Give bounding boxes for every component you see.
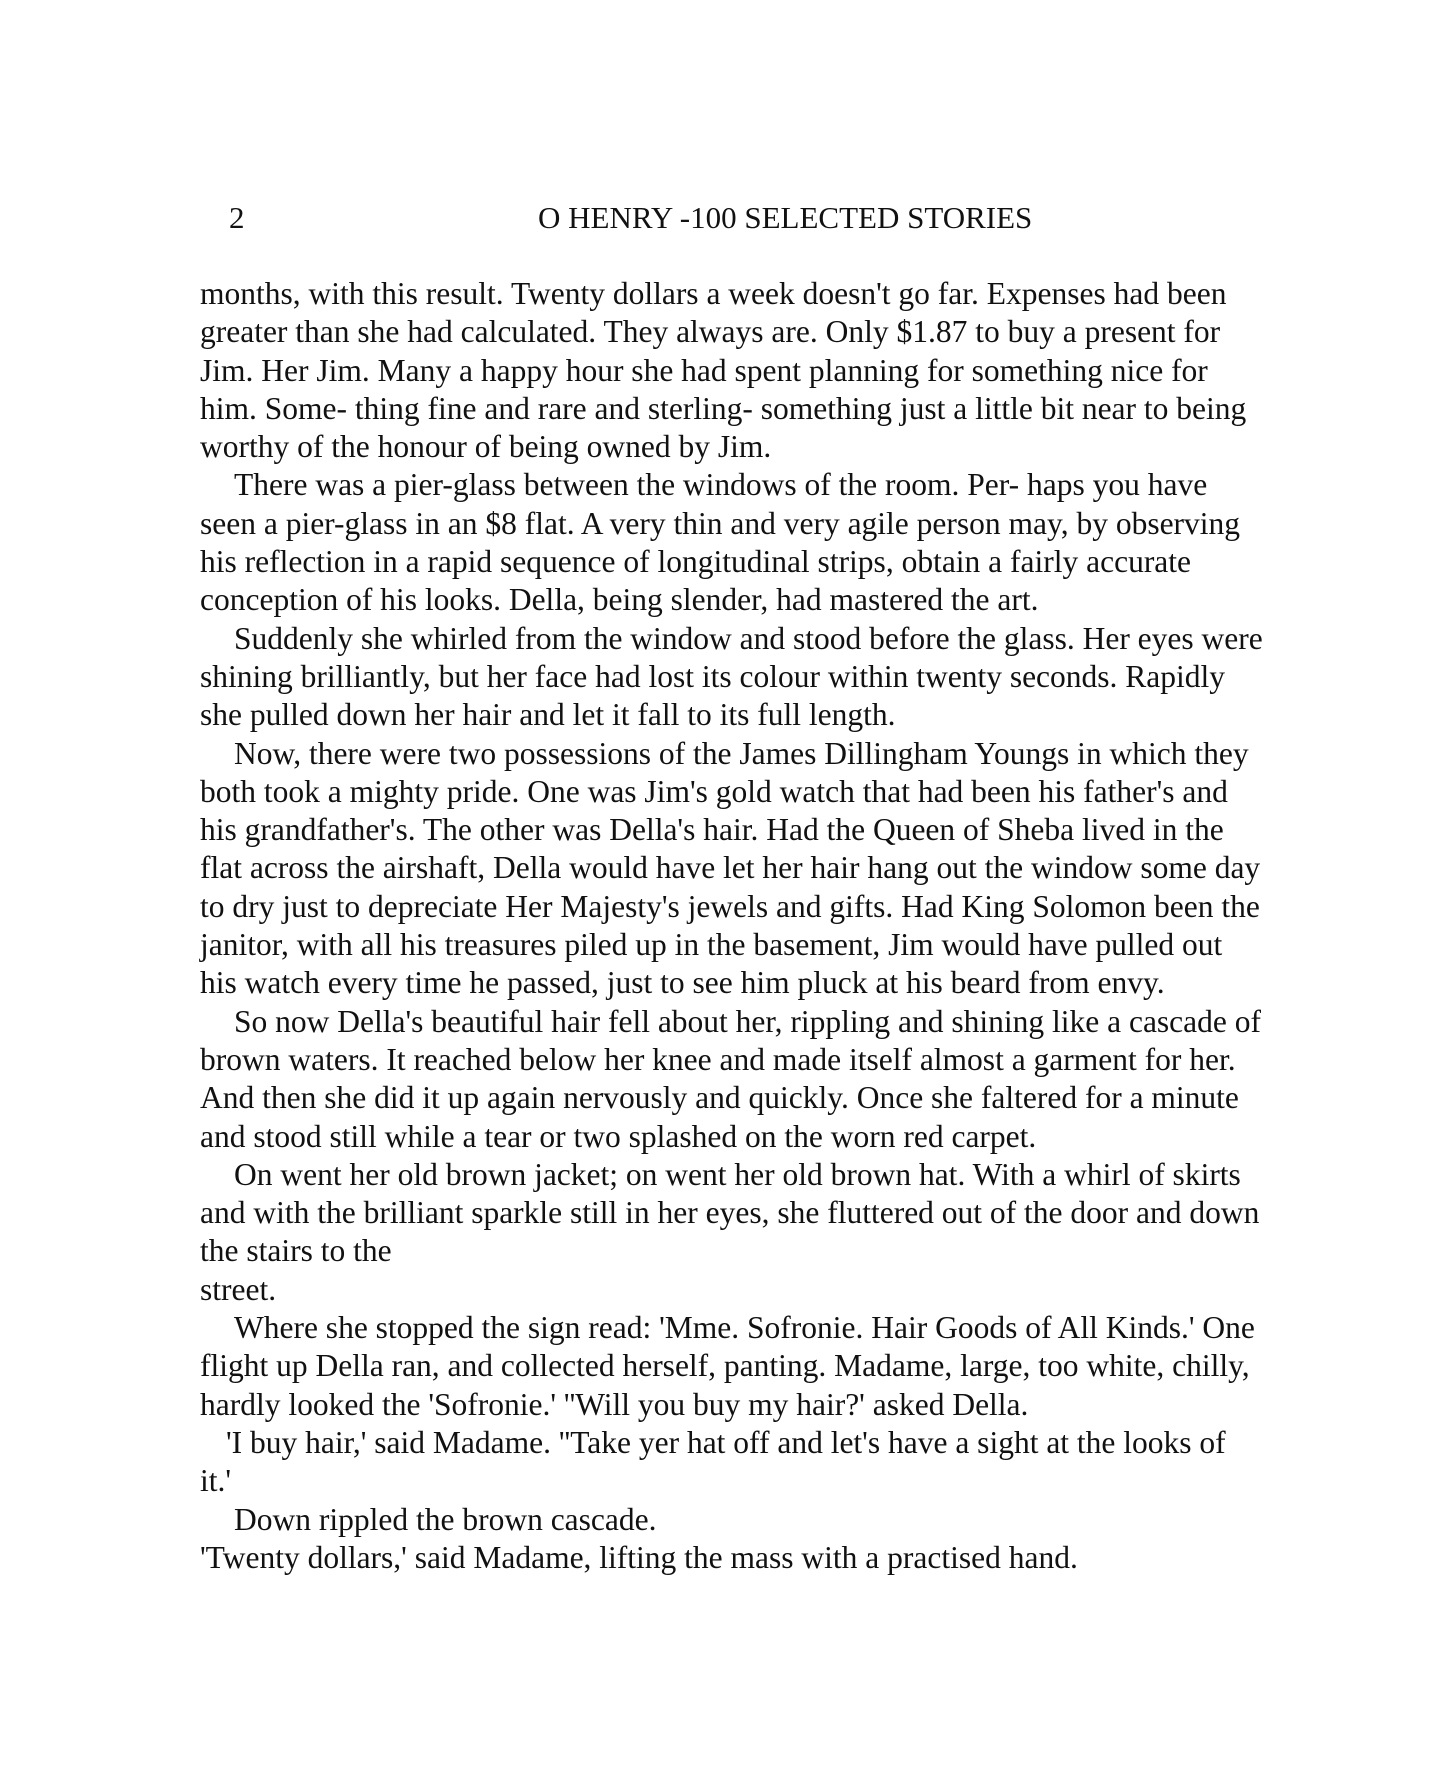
text-line: flight up Della ran, and collected herself, panting. Madame, large, too white, chilly, [200,1348,1250,1384]
text-line: conception of his looks. Della, being slender, had mastered the art. [200,582,1039,618]
running-title: O HENRY -100 SELECTED STORIES [538,200,1033,235]
text-line: seen a pier-glass in an $8 flat. A very thin and very agile person may, by observing [200,505,1241,541]
story-text [200,275,1325,1577]
text-line: 'I buy hair,' said Madame. ''Take yer hat off and let's have a sight at the looks of [226,1424,1226,1460]
text-line: street. [200,1271,277,1307]
text-line: his reflection in a rapid sequence of longitudinal strips, obtain a fairly accurate [200,544,1192,580]
text-line: Now, there were two possessions of the James Dillingham Youngs in which they [234,735,1249,771]
text-line: it.' [200,1463,232,1499]
page-header [0,196,1450,240]
text-line: him. Some- thing fine and rare and sterling- something just a little bit near to being [200,390,1247,426]
text-line: hardly looked the 'Sofronie.' ''Will you buy my hair?' asked Della. [200,1386,1029,1422]
text-line: shining brilliantly, but her face had lost its colour within twenty seconds. Rapidly [200,658,1226,694]
text-line: 'Twenty dollars,' said Madame, lifting the mass with a practised hand. [200,1539,1078,1575]
text-line: and with the brilliant sparkle still in her eyes, she fluttered out of the door and down [200,1195,1260,1231]
text-line: Jim. Her Jim. Many a happy hour she had spent planning for something nice for [200,352,1208,388]
text-line: And then she did it up again nervously and quickly. Once she faltered for a minute [200,1080,1239,1116]
text-line: Down rippled the brown cascade. [234,1501,657,1537]
text-line: flat across the airshaft, Della would have let her hair hang out the window some day [200,850,1261,886]
text-line: There was a pier-glass between the windows of the room. Per- haps you have [234,467,1208,503]
text-line: months, with this result. Twenty dollars a week doesn't go far. Expenses had been [200,276,1227,311]
text-line: Suddenly she whirled from the window and stood before the glass. Her eyes were [234,620,1263,656]
text-line: both took a mighty pride. One was Jim's gold watch that had been his father's and [200,773,1228,809]
text-line: his watch every time he passed, just to see him pluck at his beard from envy. [200,965,1165,1001]
text-line: brown waters. It reached below her knee and made itself almost a garment for her. [200,1041,1236,1077]
text-line: janitor, with all his treasures piled up in the basement, Jim would have pulled out [200,927,1223,963]
text-line: she pulled down her hair and let it fall to its full length. [200,697,896,733]
text-line: Where she stopped the sign read: 'Mme. Sofronie. Hair Goods of All Kinds.' One [234,1310,1255,1346]
text-line: On went her old brown jacket; on went her old brown hat. With a whirl of skirts [234,1156,1241,1192]
text-line: So now Della's beautiful hair fell about her, rippling and shining like a cascade of [234,1003,1261,1039]
text-line: the stairs to the [200,1233,392,1269]
text-line: to dry just to depreciate Her Majesty's jewels and gifts. Had King Solomon been the [200,888,1260,924]
text-line: his grandfather's. The other was Della's hair. Had the Queen of Sheba lived in the [200,812,1224,848]
text-line: worthy of the honour of being owned by Jim. [200,429,772,465]
text-line: greater than she had calculated. They always are. Only $1.87 to buy a present for [200,314,1221,350]
page-number: 2 [229,200,245,235]
text-line: and stood still while a tear or two splashed on the worn red carpet. [200,1118,1037,1154]
